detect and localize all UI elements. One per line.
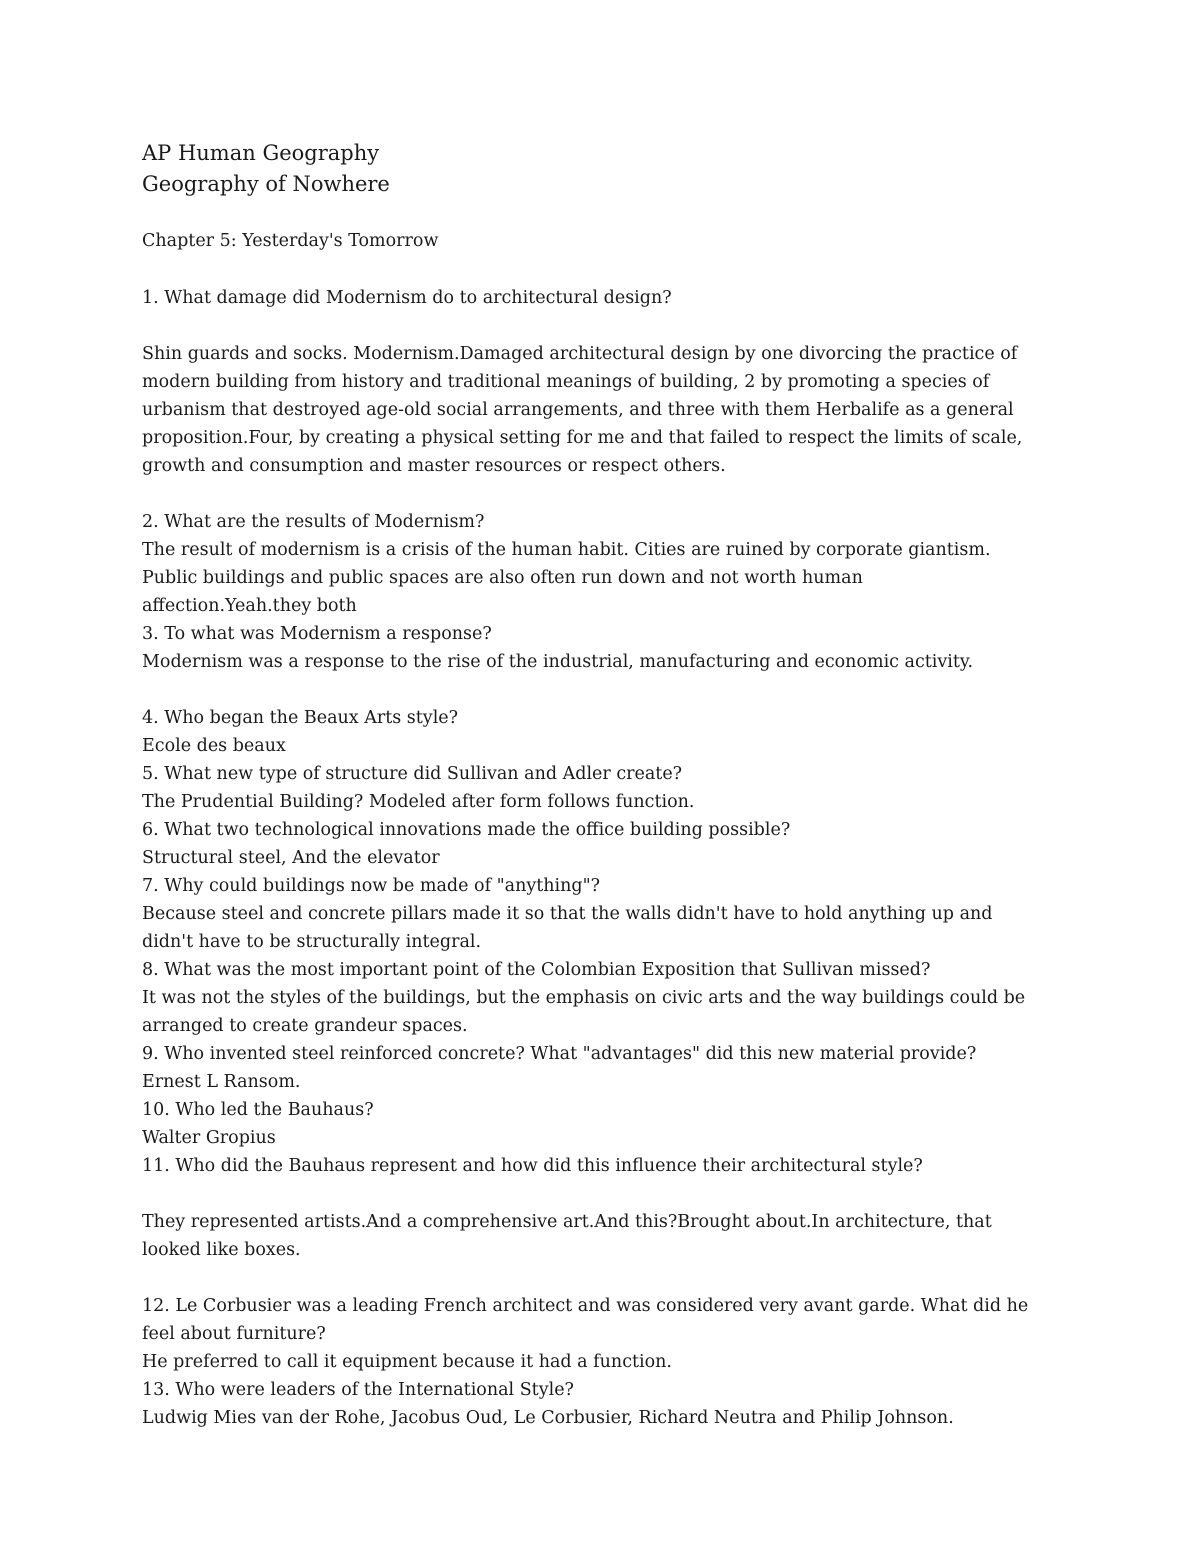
answer-line: modern building from history and traditional meanings of building, 2 by promoting a species of bbox=[142, 372, 990, 392]
answer-line: Because steel and concrete pillars made it so that the walls didn't have to hold anything up and bbox=[142, 904, 993, 924]
question-13: 13. Who were leaders of the International Style? bbox=[142, 1380, 574, 1400]
answer-13: Ludwig Mies van der Rohe, Jacobus Oud, Le Corbusier, Richard Neutra and Philip Johnson. bbox=[142, 1408, 954, 1428]
chapter-heading: Chapter 5: Yesterday's Tomorrow bbox=[142, 231, 439, 251]
question-12 bbox=[142, 1292, 1057, 1348]
answer-line: It was not the styles of the buildings, but the emphasis on civic arts and the way buildings could be bbox=[142, 988, 1026, 1008]
answer-2 bbox=[142, 536, 1057, 620]
answer-8 bbox=[142, 984, 1057, 1040]
answer-line: The result of modernism is a crisis of the human habit. Cities are ruined by corporate giantism. bbox=[142, 540, 991, 560]
question-1: 1. What damage did Modernism do to architectural design? bbox=[142, 288, 672, 308]
answer-line: didn't have to be structurally integral. bbox=[142, 932, 482, 952]
answer-7 bbox=[142, 900, 1057, 956]
question-8: 8. What was the most important point of the Colombian Exposition that Sullivan missed? bbox=[142, 960, 931, 980]
answer-line: arranged to create grandeur spaces. bbox=[142, 1016, 468, 1036]
question-11: 11. Who did the Bauhaus represent and how did this influence their architectural style? bbox=[142, 1156, 923, 1176]
document-subtitle: Geography of Nowhere bbox=[142, 172, 390, 196]
answer-4: Ecole des beaux bbox=[142, 736, 286, 756]
answer-line: looked like boxes. bbox=[142, 1240, 301, 1260]
document-title: AP Human Geography bbox=[142, 141, 380, 165]
answer-6: Structural steel, And the elevator bbox=[142, 848, 440, 868]
answer-12: He preferred to call it equipment because it had a function. bbox=[142, 1352, 672, 1372]
question-line: 12. Le Corbusier was a leading French architect and was considered very avant garde. What did he bbox=[142, 1296, 1029, 1316]
answer-9: Ernest L Ransom. bbox=[142, 1072, 301, 1092]
question-10: 10. Who led the Bauhaus? bbox=[142, 1100, 374, 1120]
answer-1 bbox=[142, 340, 1057, 480]
answer-10: Walter Gropius bbox=[142, 1128, 276, 1148]
question-6: 6. What two technological innovations made the office building possible? bbox=[142, 820, 791, 840]
question-3: 3. To what was Modernism a response? bbox=[142, 624, 492, 644]
answer-line: They represented artists.And a comprehensive art.And this?Brought about.In architecture, that bbox=[142, 1212, 992, 1232]
question-line: feel about furniture? bbox=[142, 1324, 326, 1344]
document-page bbox=[142, 138, 1057, 1432]
question-4: 4. Who began the Beaux Arts style? bbox=[142, 708, 459, 728]
answer-line: Public buildings and public spaces are also often run down and not worth human bbox=[142, 568, 863, 588]
answer-line: urbanism that destroyed age-old social arrangements, and three with them Herbalife as a general bbox=[142, 400, 1014, 420]
answer-line: growth and consumption and master resources or respect others. bbox=[142, 456, 726, 476]
question-7: 7. Why could buildings now be made of "anything"? bbox=[142, 876, 601, 896]
question-5: 5. What new type of structure did Sullivan and Adler create? bbox=[142, 764, 683, 784]
answer-line: Shin guards and socks. Modernism.Damaged architectural design by one divorcing the practice of bbox=[142, 344, 1018, 364]
question-2: 2. What are the results of Modernism? bbox=[142, 512, 485, 532]
answer-5: The Prudential Building? Modeled after form follows function. bbox=[142, 792, 695, 812]
answer-11 bbox=[142, 1208, 1057, 1264]
answer-line: affection.Yeah.they both bbox=[142, 596, 357, 616]
answer-line: proposition.Four, by creating a physical setting for me and that failed to respect the limits of scale, bbox=[142, 428, 1023, 448]
question-9: 9. Who invented steel reinforced concrete? What "advantages" did this new material provide? bbox=[142, 1044, 977, 1064]
answer-3: Modernism was a response to the rise of the industrial, manufacturing and economic activity. bbox=[142, 652, 974, 672]
